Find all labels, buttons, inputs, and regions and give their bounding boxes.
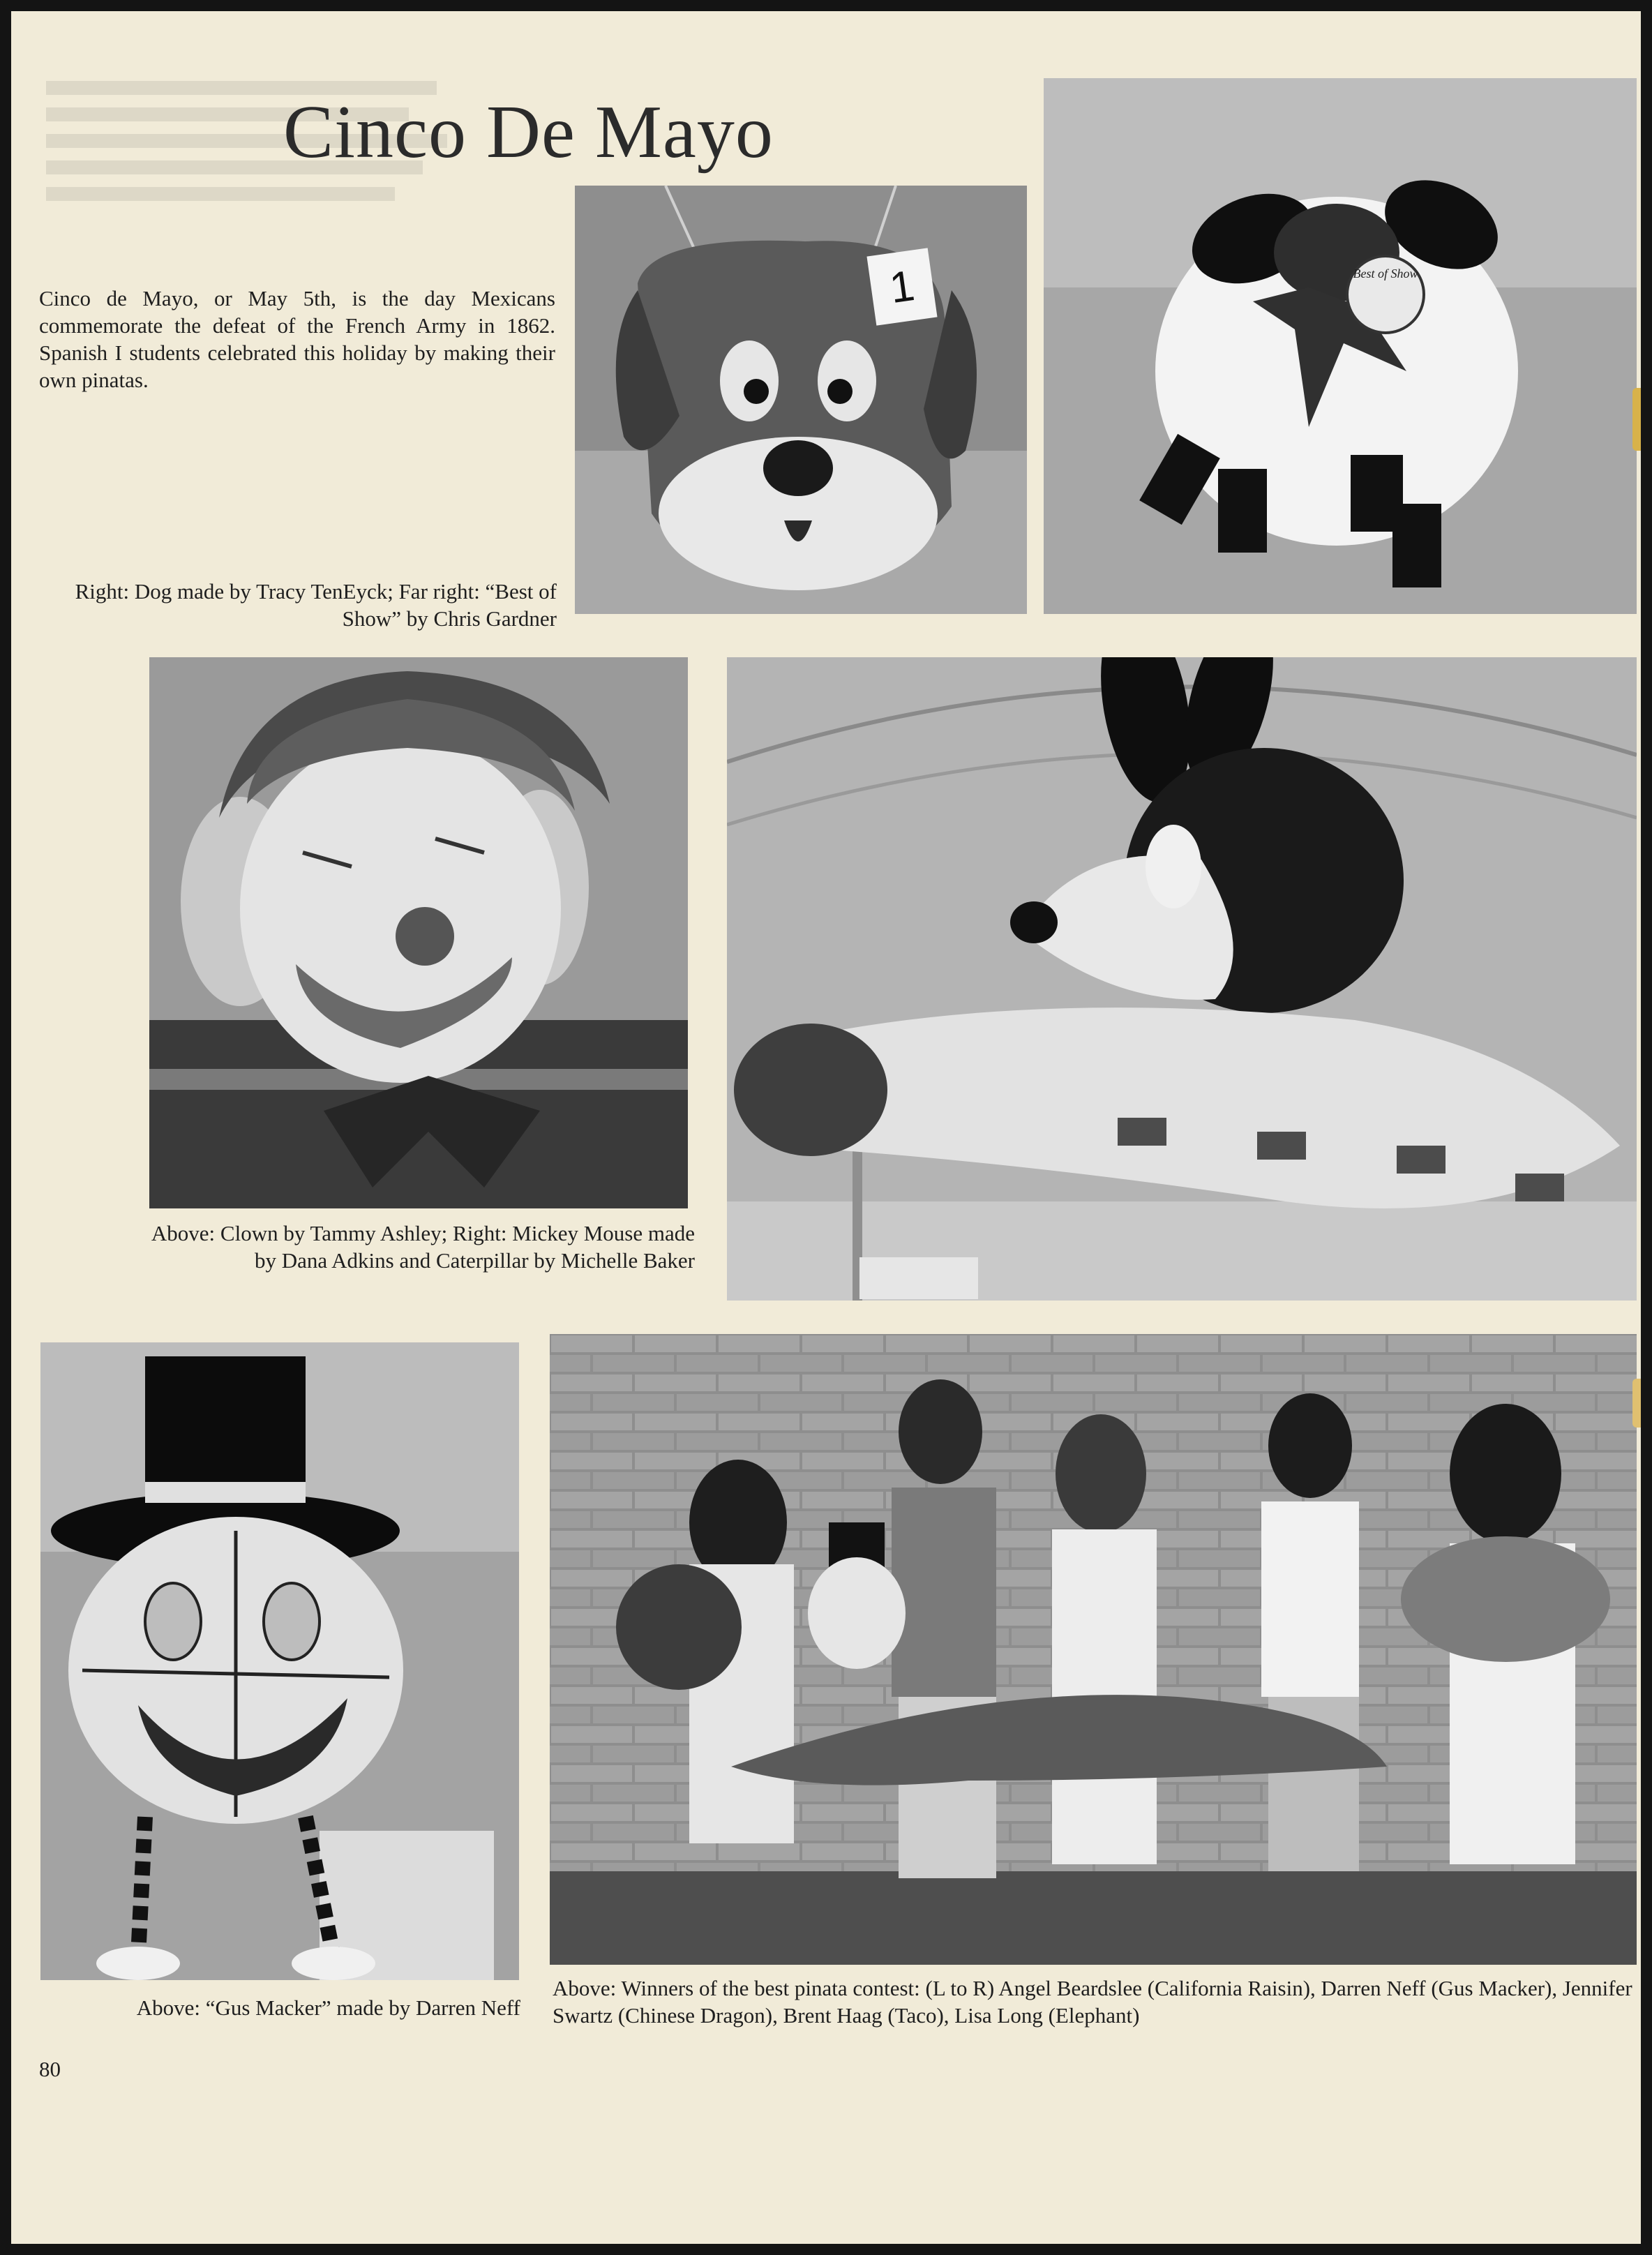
winners-group-photo — [550, 1334, 1637, 1965]
intro-paragraph: Cinco de Mayo, or May 5th, is the day Mexicans commemorate the defeat of the French Army in 1862. Spanish I students celebrated this holiday by making their own pinatas. — [39, 286, 555, 392]
best-of-show-ribbon — [1344, 267, 1427, 280]
number-tag — [866, 248, 937, 325]
clown-pinata-photo — [149, 657, 688, 1208]
yearbook-page — [11, 11, 1641, 2244]
page-number: 80 — [39, 2057, 61, 2081]
caption-gus-macker: Above: “Gus Macker” made by Darren Neff — [136, 1995, 520, 2020]
mickey-caterpillar-photo — [727, 657, 1637, 1301]
dog-pinata-photo — [575, 186, 1027, 614]
ribbon-text: Best of Show — [1353, 267, 1418, 280]
sheep-pinata-photo — [1044, 78, 1637, 614]
caption-clown-mickey: Above: Clown by Tammy Ashley; Right: Mickey Mouse made by Dana Adkins and Caterpillar by Michelle Baker — [151, 1221, 695, 1273]
gus-macker-photo — [40, 1342, 519, 1980]
page-title: Cinco De Mayo — [283, 91, 774, 174]
edge-tab-top — [1632, 388, 1641, 451]
caption-winners: Above: Winners of the best pinata contest: (L to R) Angel Beardslee (California Raisin), Darren Neff (Gus Macker), Jennifer Swartz (Chinese Dragon), Brent Haag (Taco), Lisa Long (Elephant) — [553, 1976, 1632, 2028]
edge-tab-bottom — [1632, 1379, 1641, 1428]
caption-dog-sheep: Right: Dog made by Tracy TenEyck; Far right: “Best of Show” by Chris Gardner — [75, 579, 557, 631]
number-tag-label: 1 — [887, 261, 917, 313]
